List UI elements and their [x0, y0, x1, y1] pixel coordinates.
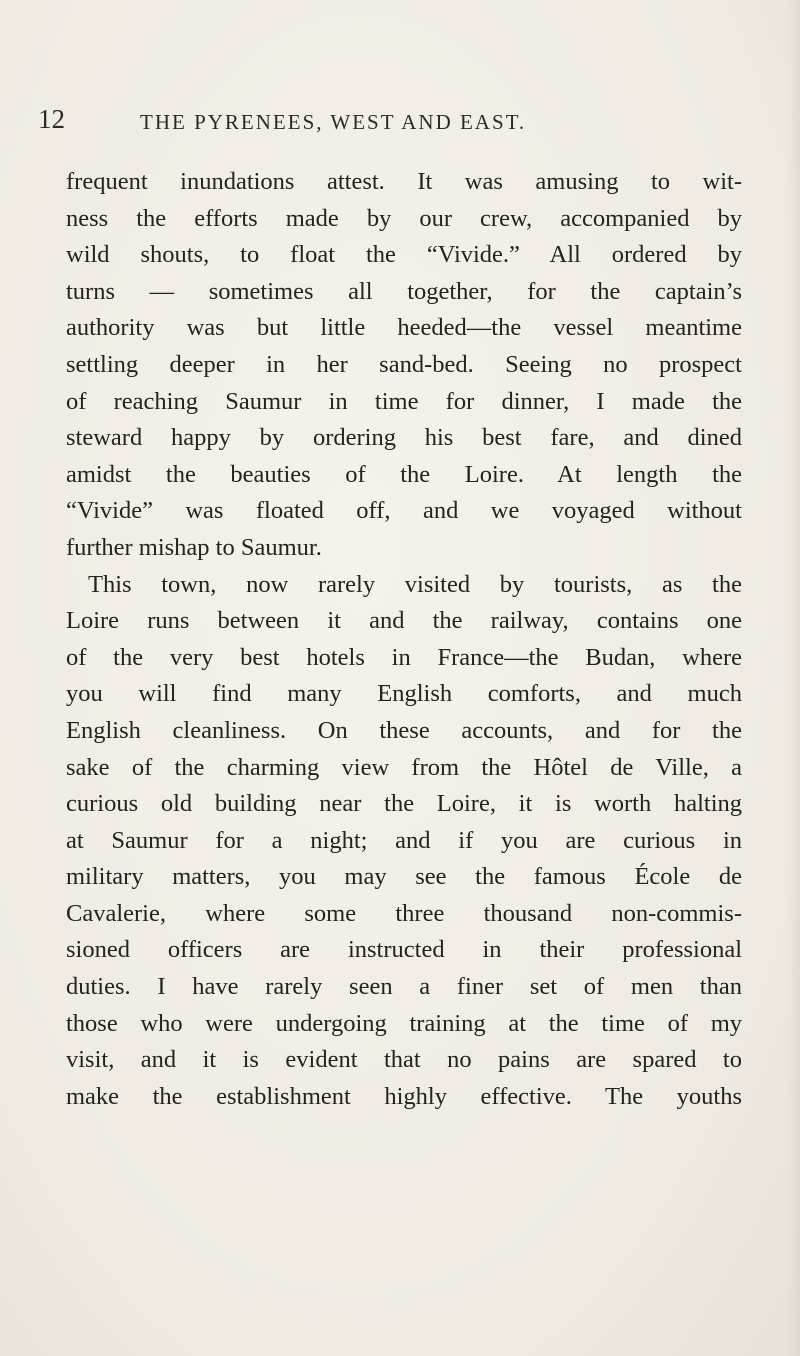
text-line: of the very best hotels in France—the Budan, where: [66, 643, 742, 671]
text-line: turns — sometimes all together, for the captain’s: [66, 277, 742, 305]
text-line: curious old building near the Loire, it is worth halting: [66, 790, 742, 818]
text-line: military matters, you may see the famous École de: [66, 863, 742, 891]
text-line-paragraph-start: This town, now rarely visited by tourists, as the: [88, 570, 742, 598]
text-line: you will find many English comforts, and much: [66, 680, 742, 708]
text-line: sioned officers are instructed in their professional: [66, 936, 742, 964]
text-line: duties. I have rarely seen a finer set of men than: [66, 973, 742, 1001]
text-line: Loire runs between it and the railway, contains one: [66, 607, 742, 635]
text-line: steward happy by ordering his best fare, and dined: [66, 424, 742, 452]
text-line: Cavalerie, where some three thousand non-commis-: [66, 899, 742, 927]
text-line: visit, and it is evident that no pains are spared to: [66, 1046, 742, 1074]
text-line: ness the efforts made by our crew, accompanied by: [66, 204, 742, 232]
running-head: THE PYRENEES, WEST AND EAST.: [140, 110, 527, 134]
text-line: wild shouts, to float the “Vivide.” All ordered by: [66, 241, 742, 269]
text-line: English cleanliness. On these accounts, and for the: [66, 716, 742, 744]
body-text: [66, 164, 742, 1115]
text-line: amidst the beauties of the Loire. At length the: [66, 460, 742, 488]
text-line: frequent inundations attest. It was amusing to wit-: [66, 168, 742, 195]
text-line: at Saumur for a night; and if you are curious in: [66, 826, 742, 854]
text-line-paragraph-end: further mishap to Saumur.: [66, 533, 322, 561]
text-line: authority was but little heeded—the vessel meantime: [66, 314, 742, 342]
text-line: settling deeper in her sand-bed. Seeing no prospect: [66, 350, 742, 378]
page-header: [38, 104, 778, 144]
page-number: 12: [38, 104, 65, 134]
text-line: of reaching Saumur in time for dinner, I made the: [66, 387, 742, 415]
page-edge-shadow: [786, 0, 800, 1356]
text-line: sake of the charming view from the Hôtel de Ville, a: [66, 753, 742, 781]
text-line: make the establishment highly effective. The youths: [66, 1082, 742, 1110]
text-line: those who were undergoing training at the time of my: [66, 1009, 742, 1037]
text-line: “Vivide” was floated off, and we voyaged without: [66, 497, 742, 525]
